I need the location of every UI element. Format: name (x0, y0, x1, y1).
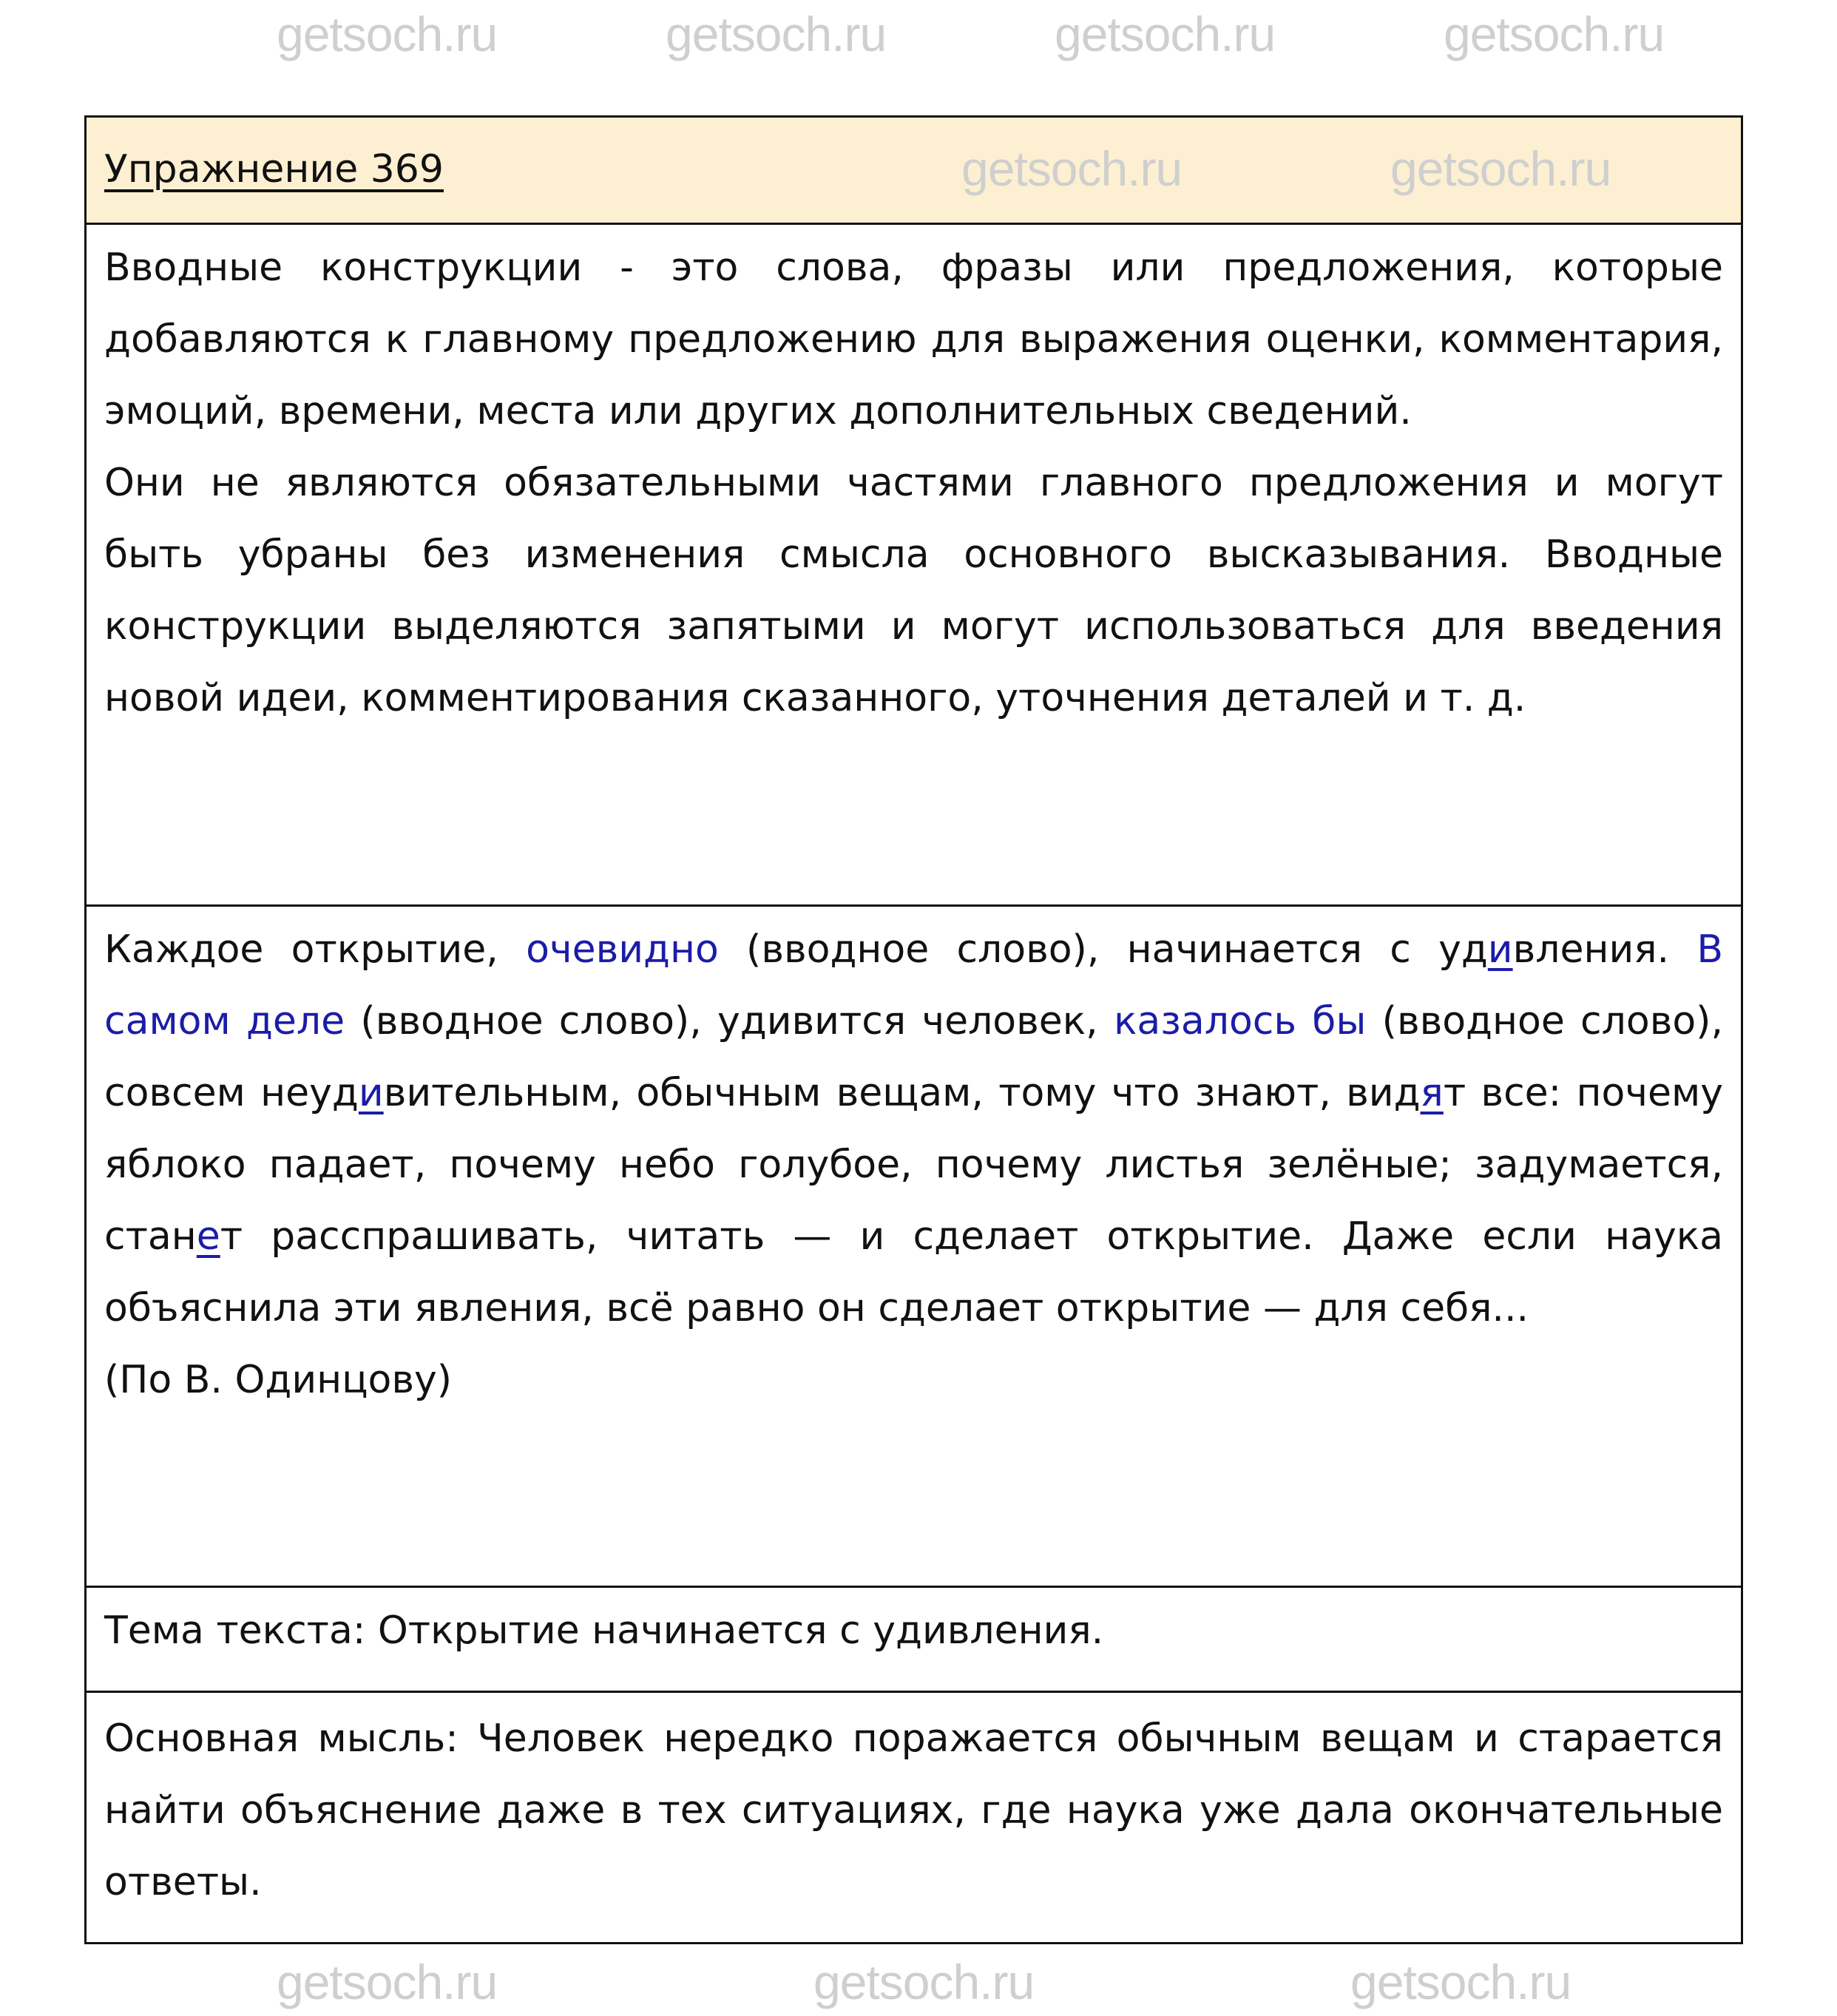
text: (вводное слово), начинается с уд (718, 927, 1488, 972)
exercise-title: Упражнение 369 (104, 147, 444, 192)
definition-paragraph: Они не являются обязательными частями главного предложения и могут быть убраны без изменения смысла основного высказывания. Вводные конструкции выделяются запятыми и могут использоваться для введения новой идеи, комментирования сказанного, уточнения деталей и т. д. (104, 461, 1723, 720)
introductory-word: В самом деле (104, 927, 1723, 1043)
watermark: getsoch.ru (666, 7, 887, 61)
watermark: getsoch.ru (1350, 1955, 1572, 2009)
definition-cell (87, 225, 1741, 907)
highlighted-letter: е (196, 1214, 220, 1259)
definition-paragraph: Вводные конструкции - это слова, фразы или предложения, которые добавляются к главному предложению для выражения оценки, комментария, эмоций, времени, места или других дополнительных сведений. (104, 246, 1723, 433)
exercise-header (87, 118, 1741, 225)
highlighted-letter: и (1487, 927, 1513, 972)
introductory-word: казалось бы (1113, 999, 1367, 1043)
watermark: getsoch.ru (277, 7, 498, 61)
passage-text (104, 914, 1723, 1344)
passage-cell (87, 907, 1741, 1588)
exercise-table (84, 115, 1743, 1944)
theme-cell (87, 1588, 1741, 1693)
watermark: getsoch.ru (277, 1955, 498, 2009)
text: т все: почему яблоко падает, почему небо голубое, почему листья зелёные; задумается, стан (104, 1071, 1724, 1259)
watermark: getsoch.ru (1390, 141, 1611, 196)
highlighted-letter: я (1420, 1071, 1444, 1115)
theme-text: Тема текста: Открытие начинается с удивления. (104, 1609, 1104, 1653)
main-idea-text: Основная мысль: Человек нередко поражается обычным вещам и старается найти объяснение даже в тех ситуациях, где наука уже дала окончательные ответы. (104, 1716, 1723, 1904)
text: вления. (1512, 927, 1697, 972)
text: т расспрашивать, читать — и сделает открытие. Даже если наука объяснила эти явления, всё равно он сделает открытие — для себя... (104, 1214, 1723, 1330)
text: Каждое открытие, (104, 927, 527, 972)
highlighted-letter: и (358, 1071, 384, 1115)
text: (вводное слово), удивится человек, (345, 999, 1114, 1043)
watermark: getsoch.ru (813, 1955, 1035, 2009)
main-idea-cell (87, 1693, 1741, 1942)
introductory-word: очевидно (526, 927, 719, 972)
watermark: getsoch.ru (961, 141, 1183, 196)
watermark: getsoch.ru (1444, 7, 1665, 61)
text: вительным, обычным вещам, тому что знают, вид (383, 1071, 1421, 1115)
passage-source: (По В. Одинцову) (104, 1358, 453, 1402)
text: (вводное слово), совсем неуд (104, 999, 1723, 1115)
watermark: getsoch.ru (1055, 7, 1276, 61)
